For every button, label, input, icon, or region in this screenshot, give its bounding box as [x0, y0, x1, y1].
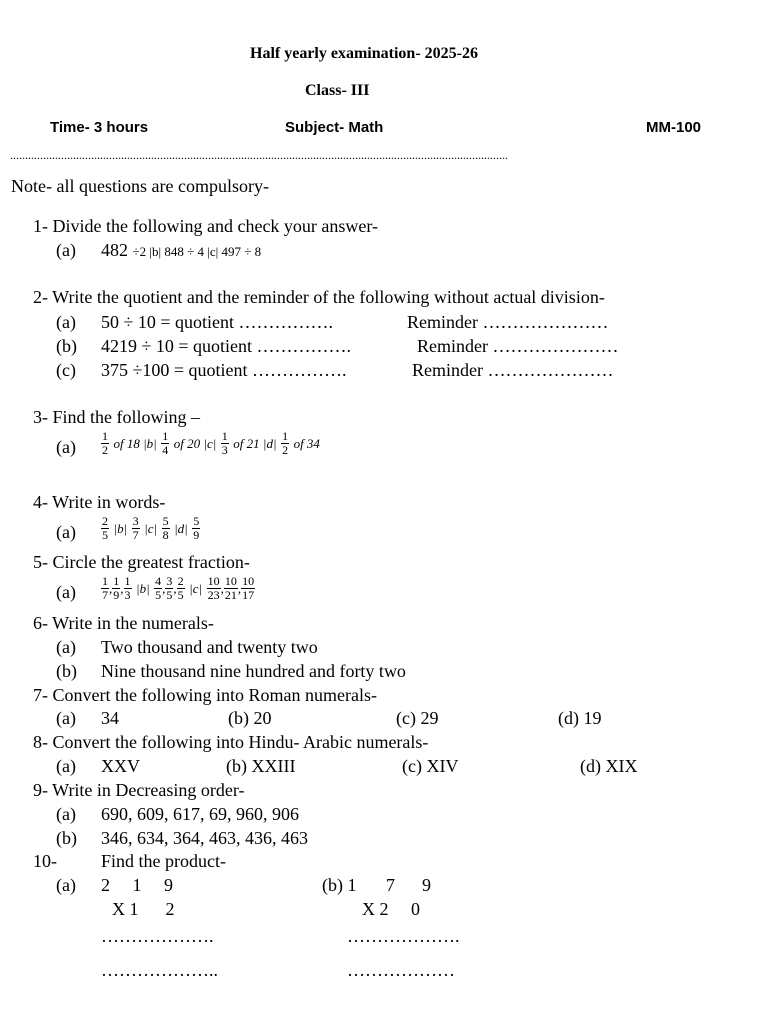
- q10-b-number: 7 9: [386, 875, 431, 895]
- comma: ,: [120, 580, 124, 596]
- fraction: $\frac{10}{21}$: [224, 574, 237, 602]
- comma: ,: [173, 580, 177, 596]
- q10-b-answer-line-2: ………………: [347, 960, 455, 980]
- q3-text-3: of 21 |d|: [233, 435, 277, 451]
- q2-c-label: (c): [56, 360, 76, 380]
- comma: ,: [109, 580, 113, 596]
- q7-c: (c) 29: [396, 708, 439, 728]
- q1-a-expression: [101, 240, 261, 261]
- fraction: $\frac{4}{5}$: [155, 574, 162, 602]
- fraction: $\frac{5}{9}$: [193, 514, 200, 542]
- q5-sep-b: |b|: [136, 580, 150, 596]
- q8-a-value: XXV: [101, 756, 140, 776]
- q9-b-label: (b): [56, 828, 77, 848]
- q2-title: 2- Write the quotient and the reminder of the following without actual division-: [33, 287, 605, 307]
- q8-d: (d) XIX: [580, 756, 638, 776]
- q1-title: 1- Divide the following and check your answer-: [33, 216, 379, 236]
- q8-title: 8- Convert the following into Hindu- Arabic numerals-: [33, 732, 429, 752]
- q8-a-label: (a): [56, 756, 76, 776]
- header-divider: ......................................................................................................................................................................: [10, 148, 508, 162]
- q7-a-value: 34: [101, 708, 119, 728]
- fraction: $\frac{2}{5}$: [177, 574, 184, 602]
- subject-label: Subject- Math: [285, 119, 384, 136]
- q2-c-text: 375 ÷100 = quotient …………….: [101, 360, 347, 380]
- q5-title: 5- Circle the greatest fraction-: [33, 552, 250, 572]
- note: Note- all questions are compulsory-: [11, 176, 269, 196]
- q4-a-label: (a): [56, 522, 76, 542]
- fraction: $\frac{1}{3}$: [221, 429, 228, 457]
- comma: ,: [237, 580, 242, 596]
- q2-c-reminder: Reminder …………………: [412, 360, 614, 380]
- q4-sep-d: |d|: [174, 520, 188, 536]
- fraction: $\frac{2}{5}$: [102, 514, 108, 542]
- fraction: $\frac{3}{5}$: [166, 574, 173, 602]
- q9-title: 9- Write in Decreasing order-: [33, 780, 245, 800]
- q10-a-multiplier: X 1 2: [112, 899, 175, 919]
- q2-b-reminder: Reminder …………………: [417, 336, 619, 356]
- q3-text-1: of 18 |b|: [113, 435, 157, 451]
- comma: ,: [220, 580, 224, 596]
- class-label: Class- III: [305, 82, 370, 99]
- q7-a-label: (a): [56, 708, 76, 728]
- q2-b-text: 4219 ÷ 10 = quotient …………….: [101, 336, 352, 356]
- q3-title: 3- Find the following –: [33, 407, 200, 427]
- fraction: $\frac{3}{7}$: [132, 514, 139, 542]
- q2-a-text: 50 ÷ 10 = quotient …………….: [101, 312, 334, 332]
- q10-title: Find the product-: [101, 851, 226, 871]
- q9-a-text: 690, 609, 617, 69, 960, 906: [101, 804, 299, 824]
- q10-a-answer-line-2: ………………..: [101, 960, 218, 980]
- fraction: $\frac{1}{4}$: [162, 429, 169, 457]
- q3-text-2: of 20 |c|: [173, 435, 217, 451]
- q1-a-label: (a): [56, 240, 76, 260]
- q6-a-text: Two thousand and twenty two: [101, 637, 318, 657]
- q9-a-label: (a): [56, 804, 76, 824]
- q2-a-reminder: Reminder …………………: [407, 312, 609, 332]
- q6-b-text: Nine thousand nine hundred and forty two: [101, 661, 406, 681]
- q5-a-expression: [101, 575, 255, 602]
- fraction: $\frac{5}{8}$: [162, 514, 169, 542]
- fraction: $\frac{1}{7}$: [102, 574, 108, 602]
- fraction: $\frac{1}{2}$: [282, 429, 289, 457]
- time-label: Time- 3 hours: [50, 119, 149, 136]
- q7-title: 7- Convert the following into Roman numerals-: [33, 685, 377, 705]
- q8-c: (c) XIV: [402, 756, 459, 776]
- q7-b: (b) 20: [228, 708, 272, 728]
- comma: ,: [162, 580, 166, 596]
- q5-a-label: (a): [56, 582, 76, 602]
- q4-sep-c: |c|: [144, 520, 158, 536]
- q10-a-label: (a): [56, 875, 76, 895]
- q4-sep-b: |b|: [113, 520, 128, 536]
- q4-title: 4- Write in words-: [33, 492, 166, 512]
- q10-a-answer-line-1: ……………….: [101, 926, 214, 946]
- q9-b-text: 346, 634, 364, 463, 436, 463: [101, 828, 308, 848]
- q3-a-label: (a): [56, 437, 76, 457]
- q10-number: 10-: [33, 851, 57, 871]
- q10-a-number: 2 1 9: [101, 875, 173, 895]
- fraction: $\frac{10}{23}$: [207, 574, 220, 602]
- q2-b-label: (b): [56, 336, 77, 356]
- marks-label: MM-100: [646, 119, 702, 136]
- q1-a-rest: ÷2 |b| 848 ÷ 4 |c| 497 ÷ 8: [132, 244, 262, 259]
- exam-title: Half yearly examination- 2025-26: [250, 45, 478, 62]
- q8-b: (b) XXIII: [226, 756, 296, 776]
- q4-a-expression: [101, 515, 200, 542]
- q6-a-label: (a): [56, 637, 76, 657]
- fraction: $\frac{1}{2}$: [102, 429, 108, 457]
- q6-title: 6- Write in the numerals-: [33, 613, 214, 633]
- q3-a-expression: [101, 430, 320, 457]
- q2-a-label: (a): [56, 312, 76, 332]
- fraction: $\frac{1}{3}$: [124, 574, 131, 602]
- q5-sep-c: |c|: [189, 580, 203, 596]
- q10-b-multiplier: X 2 0: [362, 899, 420, 919]
- fraction: $\frac{1}{9}$: [113, 574, 120, 602]
- fraction: $\frac{10}{17}$: [242, 574, 255, 602]
- q10-b-label: (b) 1: [322, 875, 357, 895]
- q10-b-answer-line-1: ……………….: [347, 926, 460, 946]
- q3-text-4: of 34: [293, 435, 320, 451]
- q1-a-dividend: 482: [101, 240, 128, 260]
- q6-b-label: (b): [56, 661, 77, 681]
- q7-d: (d) 19: [558, 708, 602, 728]
